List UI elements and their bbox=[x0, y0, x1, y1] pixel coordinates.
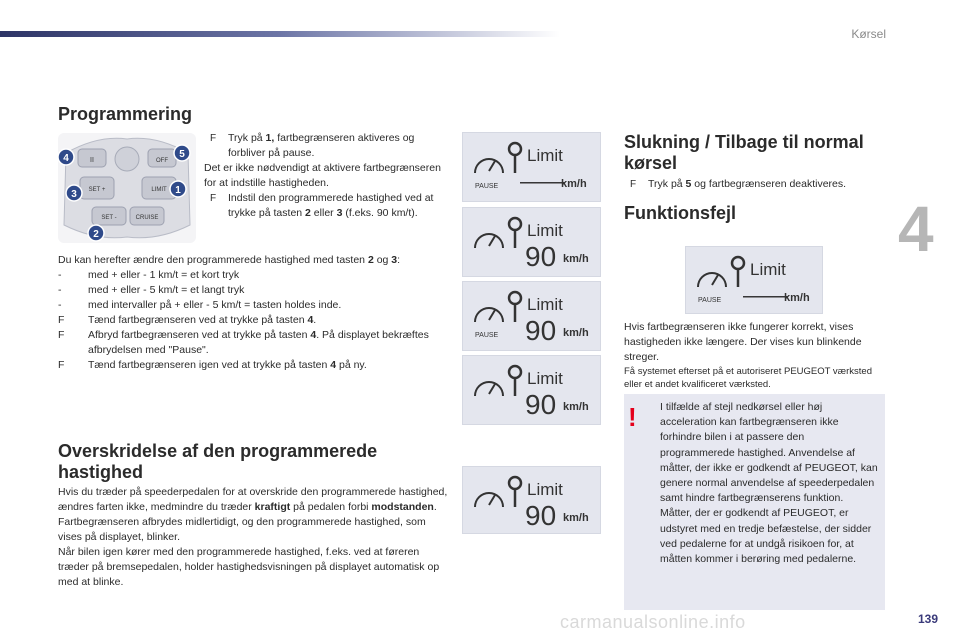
programmering-steps bbox=[204, 131, 452, 221]
programmering-changes bbox=[58, 253, 452, 373]
limit-icon bbox=[509, 366, 521, 396]
speedometer-icon bbox=[475, 382, 503, 396]
limit-icon bbox=[509, 218, 521, 248]
limit-icon bbox=[509, 143, 521, 173]
key-badge-1 bbox=[170, 181, 186, 197]
speedometer-icon bbox=[475, 159, 503, 173]
speed-value: 90 bbox=[525, 389, 557, 420]
key-badge-4 bbox=[58, 149, 74, 165]
speed-value: 90 bbox=[525, 241, 557, 272]
dash-item: - med + eller - 1 km/t = et kort tryk bbox=[58, 269, 240, 281]
display-speed-90 bbox=[462, 207, 601, 277]
step-deactivate: F Tryk på 5 og fartbegrænseren deaktiveres. bbox=[630, 178, 847, 190]
header-gradient-bar bbox=[0, 31, 560, 37]
overskridelse-p2: Fartbegrænseren afbrydes midlertidigt, og den programmerede hastighed, som vises på displayet, blinker. bbox=[58, 516, 426, 543]
pause-label: PAUSE bbox=[475, 332, 499, 339]
programmering-title: Programmering bbox=[58, 104, 193, 124]
funktionsfejl-p1: Hvis fartbegrænseren ikke fungerer korrekt, vises hastigheden ikke længere. Der vises kun blinkende streger. bbox=[624, 321, 862, 363]
overskridelse-text bbox=[58, 485, 452, 590]
limit-icon bbox=[732, 257, 744, 287]
page-number: 139 bbox=[917, 612, 938, 626]
step-turn-on-again: F Tænd fartbegrænseren igen ved at trykke på tasten 4 på ny. bbox=[58, 359, 367, 371]
limit-label: Limit bbox=[527, 221, 563, 240]
unit-label: km/h bbox=[784, 292, 810, 304]
off-key-label: OFF bbox=[156, 158, 168, 164]
limit-icon bbox=[509, 477, 521, 507]
svg-text:3: 3 bbox=[71, 189, 77, 200]
speedometer-icon bbox=[475, 234, 503, 248]
limit-icon bbox=[509, 292, 521, 322]
unit-label: km/h bbox=[563, 253, 589, 265]
steering-wheel-controls-illustration bbox=[58, 133, 196, 243]
svg-text:4: 4 bbox=[63, 153, 69, 164]
speed-value: 90 bbox=[525, 315, 557, 346]
step-set-speed: F Indstil den programmerede hastighed ved at trykke på tasten 2 eller 3 (f.eks. 90 km/t). bbox=[210, 192, 434, 219]
svg-text:2: 2 bbox=[93, 229, 99, 240]
speedometer-icon bbox=[475, 308, 503, 322]
limit-label: Limit bbox=[527, 146, 563, 165]
pause-key-label: II bbox=[90, 157, 94, 164]
speedometer-icon bbox=[698, 273, 726, 287]
speed-dashes: ——— bbox=[520, 174, 565, 191]
dash-item: - med intervaller på + eller - 5 km/t = tasten holdes inde. bbox=[58, 299, 342, 311]
unit-label: km/h bbox=[563, 327, 589, 339]
unit-label: km/h bbox=[561, 178, 587, 190]
funktionsfejl-p2: Få systemet efterset på et autoriseret PEUGEOT værksted eller et andet kvalificeret værksted. bbox=[624, 366, 872, 390]
funktionsfejl-text bbox=[624, 320, 890, 391]
unit-label: km/h bbox=[563, 512, 589, 524]
key-badge-5 bbox=[174, 145, 190, 161]
speed-value: 90 bbox=[525, 500, 557, 531]
display-pause-dashes bbox=[462, 132, 601, 202]
limit-key-label: LIMIT bbox=[151, 187, 167, 193]
warning-exclamation-icon: ! bbox=[628, 402, 637, 432]
chapter-number: 4 bbox=[898, 193, 934, 265]
slukning-title: Slukning / Tilbage til normal kørsel bbox=[624, 132, 864, 173]
pause-label: PAUSE bbox=[698, 297, 722, 304]
set-minus-label: SET - bbox=[101, 215, 117, 221]
svg-text:5: 5 bbox=[179, 149, 185, 160]
change-intro: Du kan herefter ændre den programmerede hastighed med tasten 2 og 3: bbox=[58, 254, 401, 266]
note-no-activation-needed: Det er ikke nødvendigt at aktivere fartbegrænseren for at indstille hastigheden. bbox=[204, 162, 441, 189]
dash-item: - med + eller - 5 km/t = et langt tryk bbox=[58, 284, 245, 296]
warning-text: I tilfælde af stejl nedkørsel eller høj acceleration kan fartbegrænseren ikke forhindre bilen i at passere den programmerede hastighed. Anvendelse af måtter, der ikke er godkendt af PEUGEOT, kan genere normal anvendelse af speederpedalen samt hindre fartbegrænserens funktion. Måtter, der er godkendt af PEUGEOT, er udstyret med en tredje befæstelse, der sidder ved pedalerne for at undgå risikoen for, at måtten kommer i berøring med pedalerne. bbox=[660, 401, 878, 566]
speedometer-icon bbox=[475, 493, 503, 507]
display-speed-90-pause bbox=[462, 281, 601, 351]
svg-text:1: 1 bbox=[175, 185, 181, 196]
section-name: Kørsel bbox=[851, 27, 886, 41]
key-badge-3 bbox=[66, 185, 82, 201]
set-plus-label: SET + bbox=[88, 187, 106, 193]
step-pause: F Afbryd fartbegrænseren ved at trykke på tasten 4. På displayet bekræftes afbrydelsen med "Pause". bbox=[58, 329, 429, 356]
overskridelse-p3: Når bilen igen kører med den programmerede hastighed, f.eks. ved at føreren træder på bremsepedalen, holder hastighedsvisningen på displayet automatisk op med at blinke. bbox=[58, 546, 440, 588]
limit-label: Limit bbox=[527, 295, 563, 314]
overskridelse-title: Overskridelse af den programmerede hastighed bbox=[58, 441, 378, 482]
pause-label: PAUSE bbox=[475, 183, 499, 190]
display-speed-90-active bbox=[462, 355, 601, 425]
limit-label: Limit bbox=[527, 369, 563, 388]
step-turn-on: F Tænd fartbegrænseren ved at trykke på tasten 4. bbox=[58, 314, 317, 326]
overskridelse-p1: Hvis du træder på speederpedalen for at overskride den programmerede hastighed, ændres farten ikke, medmindre du træder kraftigt på pedalen forbi modstanden. bbox=[58, 486, 448, 513]
key-badge-2 bbox=[88, 225, 104, 241]
unit-label: km/h bbox=[563, 401, 589, 413]
slukning-steps bbox=[624, 177, 894, 192]
funktionsfejl-title: Funktionsfejl bbox=[624, 203, 736, 223]
limit-label: Limit bbox=[750, 260, 786, 279]
display-speed-90-blinking bbox=[462, 466, 601, 534]
speed-dashes: ——— bbox=[743, 288, 788, 305]
step-activate: F Tryk på 1, fartbegrænseren aktiveres og forbliver på pause. bbox=[210, 132, 415, 159]
watermark: carmanualsonline.info bbox=[560, 612, 746, 632]
display-fault-dashes bbox=[685, 246, 823, 314]
limit-label: Limit bbox=[527, 480, 563, 499]
cruise-key-label: CRUISE bbox=[135, 215, 159, 221]
